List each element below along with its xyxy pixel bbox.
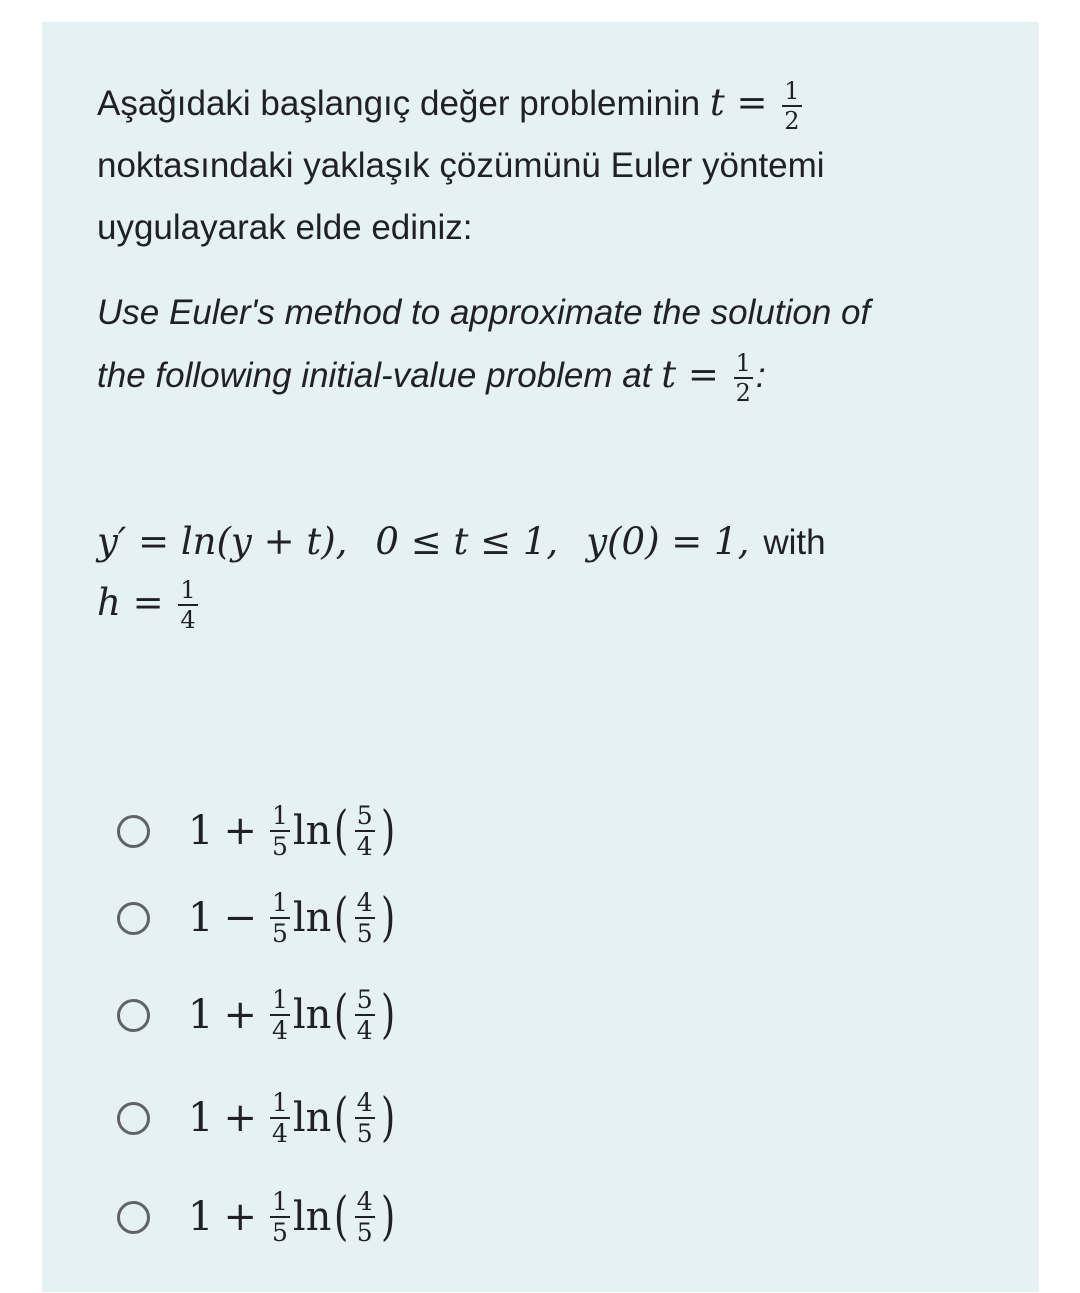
ode-with-label: with (763, 523, 826, 562)
step-size-num: 1 (180, 575, 196, 604)
arg-num: 5 (356, 801, 373, 830)
arg-num: 4 (356, 1187, 373, 1216)
radio-button-5[interactable] (117, 1201, 150, 1234)
option-coefficient (270, 1090, 290, 1146)
english-line2-text: the following initial-value problem at (97, 356, 662, 395)
coef-num: 1 (271, 801, 288, 830)
arg-num: 4 (356, 1088, 373, 1117)
option-operator: + (223, 1095, 257, 1141)
arg-num: 5 (356, 985, 373, 1014)
radio-button-2[interactable] (117, 902, 150, 935)
option-lead: 1 (188, 992, 214, 1038)
option-coefficient (270, 890, 290, 946)
coef-den: 5 (271, 832, 288, 861)
turkish-frac-num: 1 (784, 76, 800, 105)
english-line1-text: Use Euler's method to approximate the solution of (97, 293, 871, 332)
turkish-fraction (782, 76, 801, 135)
step-size-fraction (178, 575, 197, 634)
radio-button-3[interactable] (117, 999, 150, 1032)
option-ln: ln (292, 808, 332, 854)
coef-den: 5 (271, 1218, 288, 1247)
ode-equation (97, 512, 1017, 633)
option-operator: + (223, 808, 257, 854)
arg-den: 5 (356, 1218, 373, 1247)
arg-den: 5 (356, 919, 373, 948)
option-argument (355, 1090, 375, 1146)
option-lead: 1 (188, 895, 214, 941)
option-argument (355, 1189, 375, 1245)
option-ln: ln (292, 1194, 332, 1240)
arg-den: 5 (356, 1119, 373, 1148)
option-coefficient (270, 987, 290, 1043)
ode-interval: 0 ≤ t ≤ 1, (375, 520, 559, 563)
step-size-label: h = (97, 581, 176, 624)
option-argument (355, 803, 375, 859)
turkish-equals: = (724, 81, 780, 124)
option-coefficient (270, 1189, 290, 1245)
coef-num: 1 (271, 1088, 288, 1117)
turkish-line1-text: Aşağıdaki başlangıç değer probleminin (97, 84, 710, 123)
coef-den: 5 (271, 919, 288, 948)
answer-option-5[interactable] (117, 1167, 717, 1267)
option-4-expression: 1 + $\frac{1}{4}$ ln ( $\frac{4}{5}$ ) (188, 1088, 395, 1148)
turkish-line2-text: noktasındaki yaklaşık çözümünü Euler yöntemi (97, 146, 825, 185)
arg-den: 4 (356, 1016, 373, 1045)
option-2-expression: 1 − $\frac{1}{5}$ ln ( $\frac{4}{5}$ ) (188, 888, 395, 948)
step-size-den: 4 (180, 605, 196, 634)
option-coefficient (270, 803, 290, 859)
option-lead: 1 (188, 1194, 214, 1240)
english-fraction (734, 348, 753, 407)
ode-initial-condition: y(0) = 1, (586, 520, 750, 563)
coef-num: 1 (271, 985, 288, 1014)
coef-num: 1 (271, 1187, 288, 1216)
arg-den: 4 (356, 832, 373, 861)
answer-options (117, 787, 717, 1267)
coef-num: 1 (271, 888, 288, 917)
option-operator: − (223, 895, 257, 941)
english-colon: : (755, 356, 766, 395)
english-frac-den: 2 (735, 378, 751, 407)
option-ln: ln (292, 895, 332, 941)
question-text-turkish (97, 72, 987, 259)
english-var-t: t (661, 353, 677, 396)
question-text-english (97, 282, 987, 407)
question-card (42, 22, 1039, 1292)
option-lead: 1 (188, 808, 214, 854)
answer-option-4[interactable] (117, 1069, 717, 1167)
option-argument (355, 987, 375, 1043)
arg-num: 4 (356, 888, 373, 917)
option-lead: 1 (188, 1095, 214, 1141)
ode-expression: y′ = ln(y + t), (97, 520, 348, 563)
option-3-expression: 1 + $\frac{1}{4}$ ln ( $\frac{5}{4}$ ) (188, 985, 395, 1045)
english-frac-num: 1 (735, 348, 751, 377)
english-equals: = (676, 353, 731, 396)
radio-button-4[interactable] (117, 1102, 150, 1135)
answer-option-2[interactable] (117, 875, 717, 961)
option-argument (355, 890, 375, 946)
coef-den: 4 (271, 1119, 288, 1148)
option-operator: + (223, 992, 257, 1038)
coef-den: 4 (271, 1016, 288, 1045)
answer-option-3[interactable] (117, 961, 717, 1069)
radio-button-1[interactable] (117, 815, 150, 848)
turkish-frac-den: 2 (784, 106, 800, 135)
turkish-line3-text: uygulayarak elde ediniz: (97, 208, 473, 247)
option-5-expression: 1 + $\frac{1}{5}$ ln ( $\frac{4}{5}$ ) (188, 1187, 395, 1247)
option-ln: ln (292, 992, 332, 1038)
turkish-var-t: t (709, 81, 725, 124)
option-ln: ln (292, 1095, 332, 1141)
answer-option-1[interactable] (117, 787, 717, 875)
option-1-expression: 1 + $\frac{1}{5}$ ln ( $\frac{5}{4}$ ) (188, 801, 395, 861)
option-operator: + (223, 1194, 257, 1240)
